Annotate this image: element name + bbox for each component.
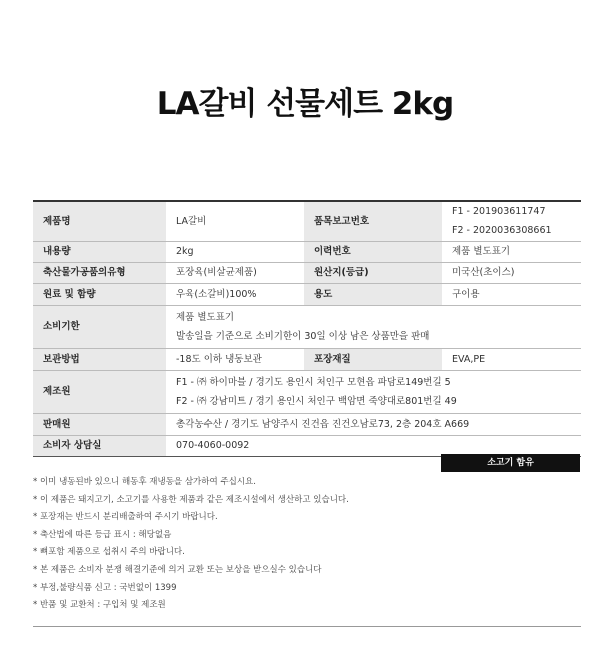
manufacturer-value — [166, 370, 581, 413]
report-no-label: 품목보고번호 — [304, 201, 442, 241]
list-item: * 반품 및 교환처 : 구입처 및 제조원 — [33, 600, 166, 611]
page-title: LA갈비 선물세트 2kg — [156, 86, 454, 122]
report-no-f2: F2 - 2020036308661 — [452, 225, 552, 237]
content-label: 내용량 — [33, 241, 166, 262]
report-no-f1: F1 - 201903611747 — [452, 206, 546, 218]
type-value: 포장육(비살균제품) — [166, 262, 304, 283]
expiry-line-1: 제품 별도표기 — [176, 311, 235, 323]
type-label: 축산물가공품의유형 — [33, 262, 166, 283]
list-item: * 포장재는 반드시 분리배출하여 주시기 바랍니다. — [33, 512, 218, 523]
seller-label: 판매원 — [33, 413, 166, 435]
manufacturer-f2: F2 - ㈜ 강남미트 / 경기 용인시 처인구 백암면 죽양대로801번길 49 — [176, 395, 457, 407]
list-item: * 뼈포함 제품으로 섭취시 주의 바랍니다. — [33, 547, 185, 558]
table-row — [33, 241, 581, 262]
trace-label: 이력번호 — [304, 241, 442, 262]
storage-label: 보관방법 — [33, 348, 166, 370]
bottom-divider — [33, 626, 581, 627]
origin-label: 원산지(등급) — [304, 262, 442, 283]
cs-label: 소비자 상담실 — [33, 435, 166, 456]
storage-value: -18도 이하 냉동보관 — [166, 348, 304, 370]
table-row — [33, 262, 581, 283]
expiry-value — [166, 305, 581, 348]
table-row — [33, 283, 581, 305]
expiry-label: 소비기한 — [33, 305, 166, 348]
table-row — [33, 435, 581, 456]
manufacturer-f1: F1 - ㈜ 하이마블 / 경기도 용인시 처인구 모현읍 파담로149번길 5 — [176, 376, 451, 388]
allergen-badge: 소고기 함유 — [441, 454, 580, 472]
list-item: * 이미 냉동된바 있으니 해동후 재냉동을 삼가하여 주십시요. — [33, 477, 256, 487]
list-item: * 부정,불량식품 신고 : 국번없이 1399 — [33, 582, 177, 593]
list-item: * 본 제품은 소비자 분쟁 해결기준에 의거 교환 또는 보상을 받으실수 있습니다 — [33, 564, 322, 575]
product-name-label: 제품명 — [33, 201, 166, 241]
product-info-table — [33, 200, 581, 457]
list-item: * 축산법에 따른 등급 표시 : 해당없음 — [33, 529, 172, 540]
ingredient-value: 우육(소갈비)100% — [166, 283, 304, 305]
table-row — [33, 201, 581, 241]
usage-label: 용도 — [304, 283, 442, 305]
ingredient-label: 원료 및 함량 — [33, 283, 166, 305]
table-row — [33, 348, 581, 370]
table-row — [33, 370, 581, 413]
manufacturer-label: 제조원 — [33, 370, 166, 413]
packaging-value: EVA,PE — [442, 348, 581, 370]
expiry-line-2: 발송일을 기준으로 소비기한이 30일 이상 남은 상품만을 판매 — [176, 330, 430, 342]
product-name-value: LA갈비 — [166, 201, 304, 241]
table-row — [33, 305, 581, 348]
list-item: * 이 제품은 돼지고기, 소고기를 사용한 제품과 같은 제조시설에서 생산하고 있습니다. — [33, 494, 349, 505]
report-no-value — [442, 201, 581, 241]
notice-list — [33, 474, 581, 615]
seller-value: 총각농수산 / 경기도 남양주시 진건읍 진건오남로73, 2층 204호 A669 — [166, 413, 581, 435]
trace-value: 제품 별도표기 — [442, 241, 581, 262]
cs-value: 070-4060-0092 — [166, 435, 581, 456]
origin-value: 미국산(초이스) — [442, 262, 581, 283]
content-value: 2kg — [166, 241, 304, 262]
usage-value: 구이용 — [442, 283, 581, 305]
table-row — [33, 413, 581, 435]
packaging-label: 포장재질 — [304, 348, 442, 370]
